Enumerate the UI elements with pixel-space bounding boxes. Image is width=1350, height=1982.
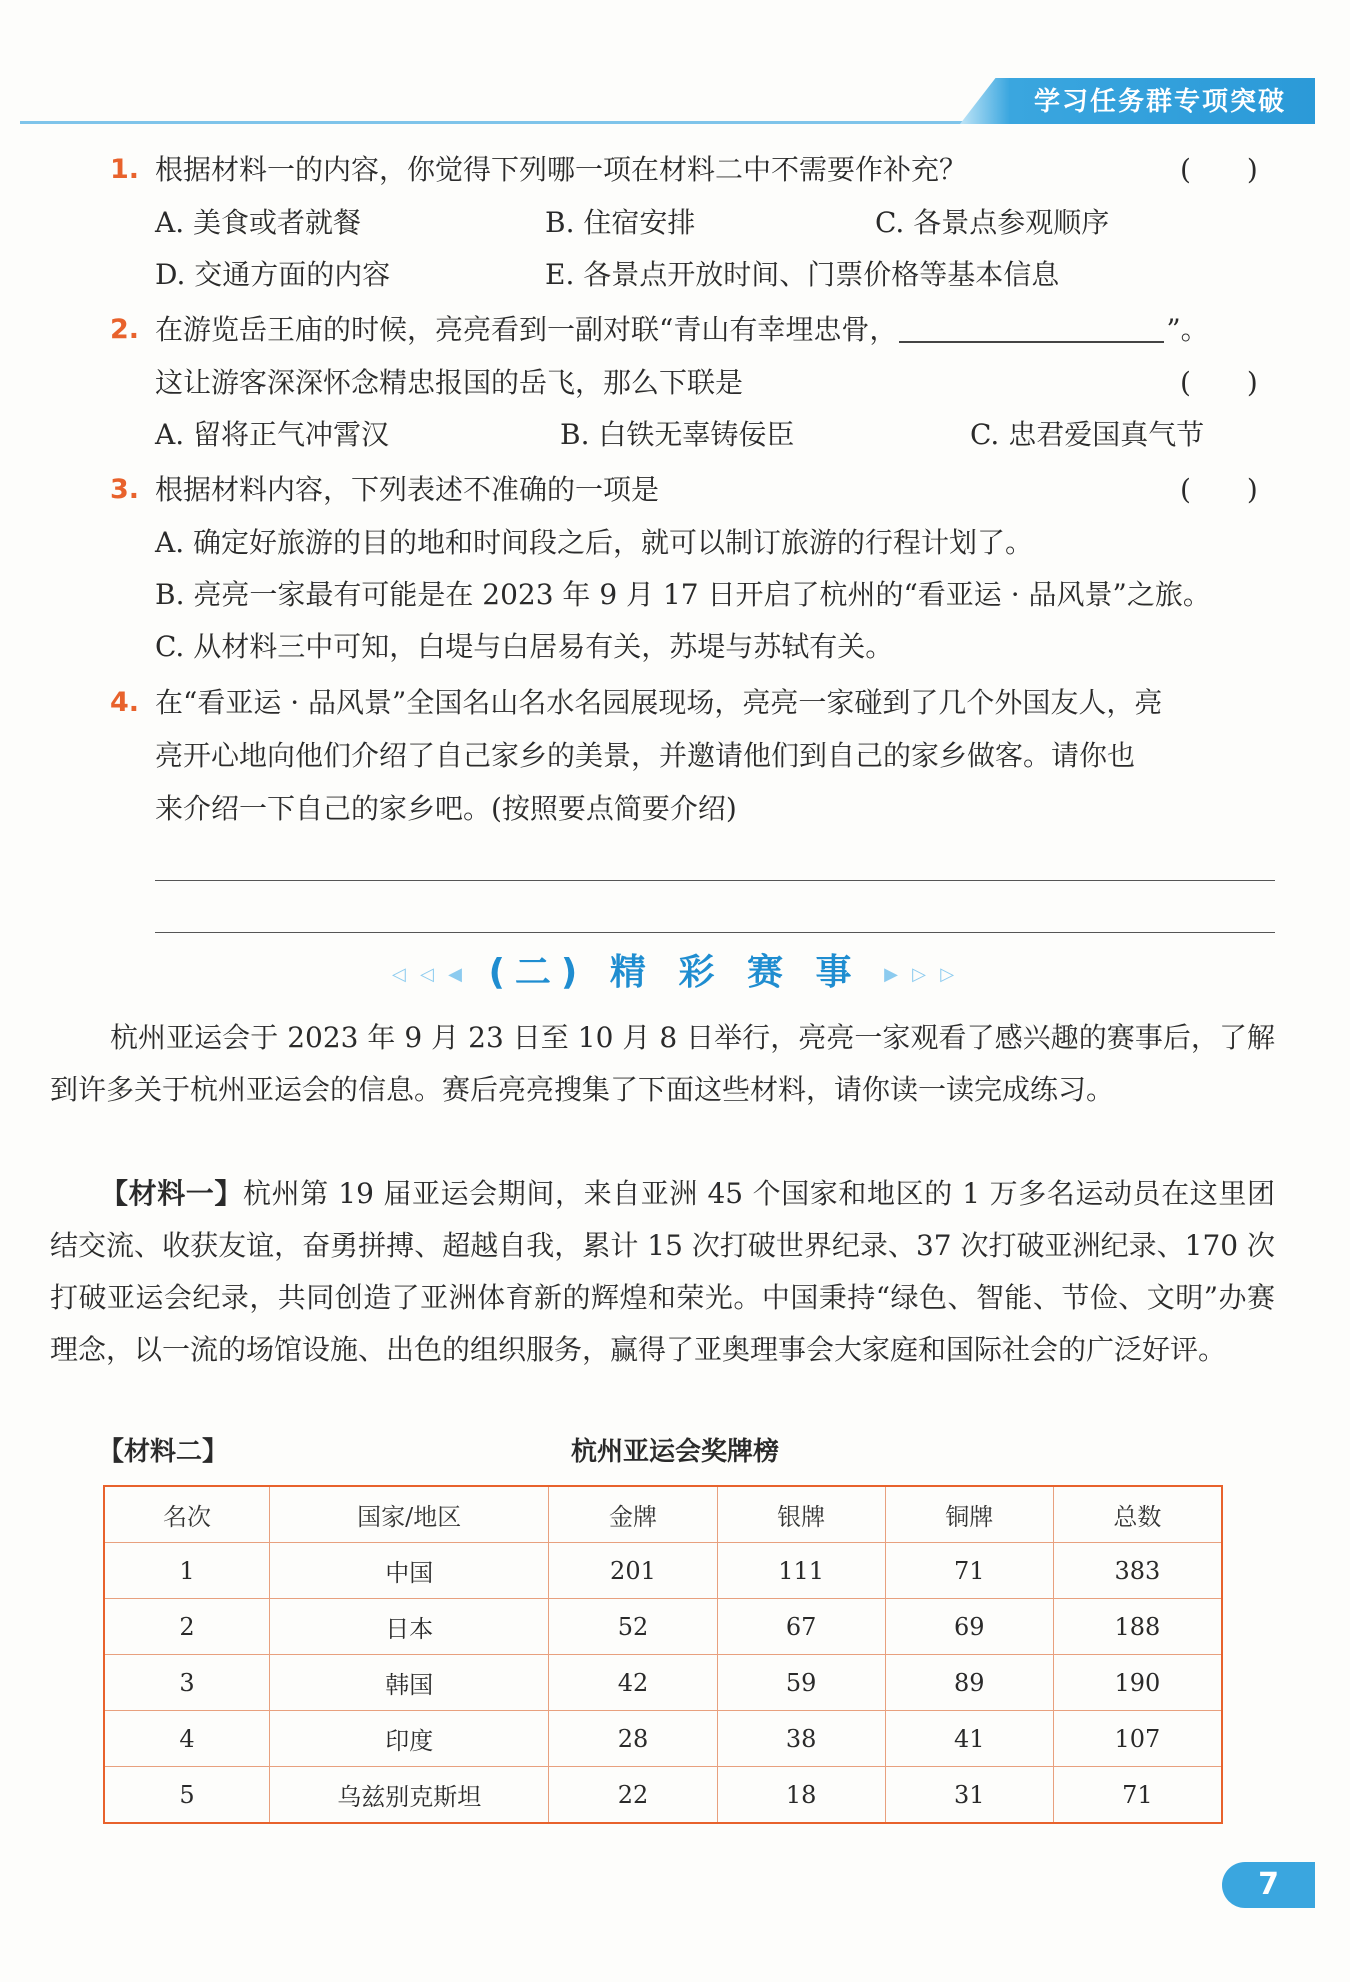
question-3-option-c: C. 从材料三中可知，白堤与白居易有关，苏堤与苏轼有关。 bbox=[155, 630, 894, 663]
question-1-option-c: C. 各景点参观顺序 bbox=[875, 206, 1110, 239]
question-1-option-e: E. 各景点开放时间、门票价格等基本信息 bbox=[545, 258, 1060, 291]
table-cell: 韩国 bbox=[270, 1655, 549, 1711]
question-2-blank[interactable] bbox=[899, 311, 1164, 343]
table-cell: 89 bbox=[885, 1655, 1053, 1711]
table-header-cell: 国家/地区 bbox=[270, 1486, 549, 1543]
table-header-cell: 名次 bbox=[104, 1486, 270, 1543]
section-title bbox=[0, 945, 1350, 1001]
table-header-row bbox=[104, 1486, 1222, 1543]
question-2-text-after: ”。 bbox=[1166, 313, 1209, 346]
question-1-text: 根据材料一的内容，你觉得下列哪一项在材料二中不需要作补充？ bbox=[155, 153, 968, 186]
medal-table bbox=[103, 1485, 1223, 1824]
table-cell: 28 bbox=[549, 1711, 717, 1767]
table-header-cell: 铜牌 bbox=[885, 1486, 1053, 1543]
table-cell: 42 bbox=[549, 1655, 717, 1711]
table-header-cell: 金牌 bbox=[549, 1486, 717, 1543]
table-cell: 59 bbox=[717, 1655, 885, 1711]
question-4-number: 4. bbox=[110, 687, 140, 718]
table-cell: 111 bbox=[717, 1543, 885, 1599]
table-cell: 1 bbox=[104, 1543, 270, 1599]
table-cell: 383 bbox=[1053, 1543, 1222, 1599]
table-cell: 71 bbox=[1053, 1767, 1222, 1824]
question-2-number: 2. bbox=[110, 314, 140, 345]
page-number: 7 bbox=[1258, 1867, 1279, 1902]
table-cell: 日本 bbox=[270, 1599, 549, 1655]
table-cell: 201 bbox=[549, 1543, 717, 1599]
question-2-line-2: 这让游客深深怀念精忠报国的岳飞，那么下联是 bbox=[155, 366, 744, 399]
table-cell: 2 bbox=[104, 1599, 270, 1655]
question-2-answer-paren[interactable]: ( ) bbox=[1180, 366, 1258, 399]
table-row bbox=[104, 1767, 1222, 1824]
table-cell: 22 bbox=[549, 1767, 717, 1824]
question-4-line-2: 亮开心地向他们介绍了自己家乡的美景，并邀请他们到自己的家乡做客。请你也 bbox=[155, 739, 1136, 772]
question-2-option-b: B. 白铁无辜铸佞臣 bbox=[560, 418, 795, 451]
material-1-label: 【材料一】 bbox=[100, 1177, 243, 1210]
table-row bbox=[104, 1599, 1222, 1655]
table-cell: 69 bbox=[885, 1599, 1053, 1655]
question-2-text-before: 在游览岳王庙的时候，亮亮看到一副对联“青山有幸埋忠骨， bbox=[155, 313, 898, 346]
header-title: 学习任务群专项突破 bbox=[1033, 87, 1286, 117]
question-1-option-a: A. 美食或者就餐 bbox=[155, 206, 362, 239]
question-4-line-3: 来介绍一下自己的家乡吧。(按照要点简要介绍) bbox=[155, 792, 737, 825]
answer-line-2[interactable] bbox=[155, 932, 1275, 933]
table-cell: 107 bbox=[1053, 1711, 1222, 1767]
table-cell: 190 bbox=[1053, 1655, 1222, 1711]
question-1-option-d: D. 交通方面的内容 bbox=[155, 258, 391, 291]
table-cell: 188 bbox=[1053, 1599, 1222, 1655]
table-row bbox=[104, 1543, 1222, 1599]
question-4-line-1: 在“看亚运 · 品风景”全国名山名水名园展现场，亮亮一家碰到了几个外国友人，亮 bbox=[155, 686, 1163, 719]
table-cell: 中国 bbox=[270, 1543, 549, 1599]
table-cell: 3 bbox=[104, 1655, 270, 1711]
table-row bbox=[104, 1655, 1222, 1711]
answer-line-1[interactable] bbox=[155, 880, 1275, 881]
question-1-option-b: B. 住宿安排 bbox=[545, 206, 696, 239]
question-2-option-a: A. 留将正气冲霄汉 bbox=[155, 418, 390, 451]
table-cell: 31 bbox=[885, 1767, 1053, 1824]
intro-paragraph: 杭州亚运会于 2023 年 9 月 23 日至 10 月 8 日举行，亮亮一家观看了感兴趣的赛事后，了解到许多关于杭州亚运会的信息。赛后亮亮搜集了下面这些材料，请你读一读完成练习。 bbox=[50, 1021, 1275, 1106]
table-cell: 5 bbox=[104, 1767, 270, 1824]
material-1-paragraph bbox=[50, 1168, 1275, 1376]
table-caption: 杭州亚运会奖牌榜 bbox=[570, 1437, 779, 1467]
question-2-option-c: C. 忠君爱国真气节 bbox=[970, 418, 1205, 451]
table-cell: 41 bbox=[885, 1711, 1053, 1767]
table-cell: 38 bbox=[717, 1711, 885, 1767]
table-cell: 71 bbox=[885, 1543, 1053, 1599]
question-1-answer-paren[interactable]: ( ) bbox=[1180, 153, 1258, 186]
section-left-decoration: ◁ ◁ ◀ bbox=[391, 964, 466, 985]
material-2-label: 【材料二】 bbox=[98, 1437, 229, 1467]
table-cell: 4 bbox=[104, 1711, 270, 1767]
section-title-text: (二) 精 彩 赛 事 bbox=[488, 952, 862, 993]
question-3-option-b: B. 亮亮一家最有可能是在 2023 年 9 月 17 日开启了杭州的“看亚运 · 品风景”之旅。 bbox=[155, 578, 1211, 611]
question-1-number: 1. bbox=[110, 154, 140, 185]
table-row bbox=[104, 1711, 1222, 1767]
question-3-option-a: A. 确定好旅游的目的地和时间段之后，就可以制订旅游的行程计划了。 bbox=[155, 526, 1034, 559]
table-header-cell: 总数 bbox=[1053, 1486, 1222, 1543]
table-cell: 67 bbox=[717, 1599, 885, 1655]
table-cell: 印度 bbox=[270, 1711, 549, 1767]
question-2-text bbox=[155, 310, 1209, 350]
table-cell: 18 bbox=[717, 1767, 885, 1824]
table-cell: 52 bbox=[549, 1599, 717, 1655]
table-cell: 乌兹别克斯坦 bbox=[270, 1767, 549, 1824]
question-3-text: 根据材料内容，下列表述不准确的一项是 bbox=[155, 473, 660, 506]
question-3-number: 3. bbox=[110, 474, 140, 505]
material-1-text: 杭州第 19 届亚运会期间，来自亚洲 45 个国家和地区的 1 万多名运动员在这里团结交流、收获友谊，奋勇拼搏、超越自我，累计 15 次打破世界纪录、37 次打破亚洲纪录、170 次打破亚运会纪录，共同创造了亚洲体育新的辉煌和荣光。中国秉持“绿色、智能、节俭、文明”办赛理念，以一流的场馆设施、出色的组织服务，赢得了亚奥理事会大家庭和国际社会的广泛好评。 bbox=[50, 1177, 1275, 1366]
question-3-answer-paren[interactable]: ( ) bbox=[1180, 473, 1258, 506]
section-right-decoration: ▶ ▷ ▷ bbox=[884, 964, 959, 985]
table-header-cell: 银牌 bbox=[717, 1486, 885, 1543]
